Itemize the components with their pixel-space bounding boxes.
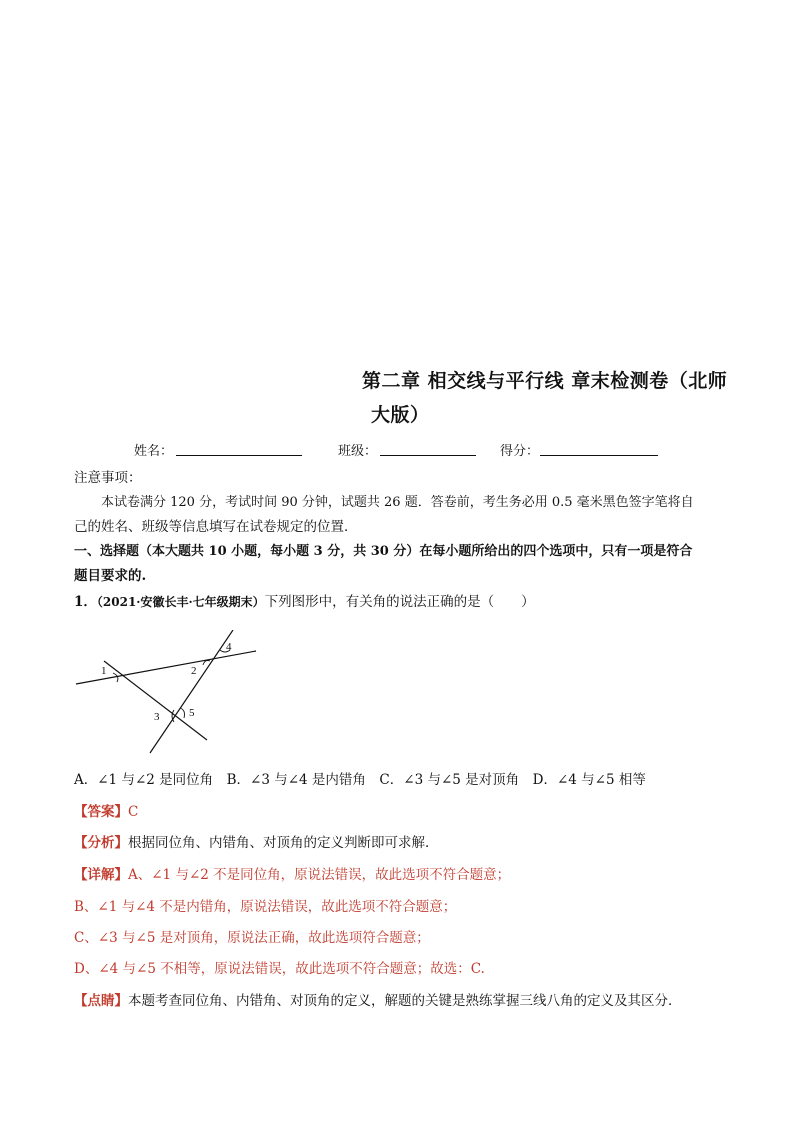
detail-line-4: D、∠4 与∠5 不相等，原说法错误，故此选项不符合题意；故选：C. xyxy=(74,961,485,977)
angle-label-3: 3 xyxy=(154,711,160,723)
question-source: （2021·安徽长丰·七年级期末） xyxy=(96,595,265,609)
class-blank[interactable] xyxy=(380,455,476,456)
score-label: 得分： xyxy=(500,444,540,459)
angle-diagram xyxy=(70,630,270,760)
detail-line-1: A、∠1 与∠2 不是同位角，原说法错误，故此选项不符合题意； xyxy=(128,867,511,883)
section-heading-line1: 一、选择题（本大题共 10 小题，每小题 3 分，共 30 分）在每小题所给出的四个选项中，只有一项是符合 xyxy=(74,544,693,559)
section-heading-line2: 题目要求的. xyxy=(74,568,147,584)
class-label: 班级： xyxy=(338,444,378,459)
detail-line-3: C、∠3 与∠5 是对顶角，原说法正确，故此选项符合题意； xyxy=(74,930,430,946)
comment-text: 本题考查同位角、内错角、对顶角的定义，解题的关键是熟练掌握三线八角的定义及其区分． xyxy=(128,993,682,1009)
page-title-line1: 第二章 相交线与平行线 章末检测卷（北师 xyxy=(362,370,728,392)
angle-2-arc xyxy=(203,661,210,666)
name-label: 姓名： xyxy=(134,444,174,459)
analysis-row xyxy=(74,833,439,853)
angle-label-5: 5 xyxy=(189,707,195,719)
question-1 xyxy=(74,592,535,612)
notice-line2: 己的姓名、班级等信息填写在试卷规定的位置． xyxy=(74,519,358,535)
name-blank[interactable] xyxy=(176,455,302,456)
analysis-tag: 【分析】 xyxy=(74,835,128,851)
score-blank[interactable] xyxy=(540,455,658,456)
notice-line1: 本试卷满分 120 分，考试时间 90 分钟，试题共 26 题．答卷前，考生务必用 0.5 毫米黑色签字笔将自 xyxy=(101,495,694,510)
question-1-options: A．∠1 与∠2 是同位角 B．∠3 与∠4 是内错角 C．∠3 与∠5 是对顶角 D．∠4 与∠5 相等 xyxy=(74,772,646,788)
question-stem: 下列图形中，有关角的说法正确的是（ ） xyxy=(264,594,535,610)
angle-5-arc xyxy=(180,708,185,718)
answer-tag: 【答案】 xyxy=(74,804,128,820)
detail-tag: 【详解】 xyxy=(74,867,128,883)
answer-row xyxy=(74,802,138,822)
analysis-text: 根据同位角、内错角、对顶角的定义判断即可求解． xyxy=(128,835,439,851)
detail-line-2: B、∠1 与∠4 不是内错角，原说法错误，故此选项不符合题意； xyxy=(74,899,457,915)
question-number: 1． xyxy=(74,594,97,610)
notice-heading: 注意事项： xyxy=(74,470,142,486)
comment-tag: 【点睛】 xyxy=(74,993,128,1009)
angle-label-4: 4 xyxy=(226,641,232,653)
angle-diagram-svg xyxy=(70,630,270,760)
angle-label-1: 1 xyxy=(101,665,107,677)
comment-row xyxy=(74,991,682,1011)
answer-text: C xyxy=(128,804,139,820)
angle-label-2: 2 xyxy=(191,665,197,677)
transversal-line-3 xyxy=(150,630,233,753)
student-info-row xyxy=(134,440,674,460)
detail-row-1 xyxy=(74,865,510,885)
page-title-line2: 大版） xyxy=(371,404,430,426)
